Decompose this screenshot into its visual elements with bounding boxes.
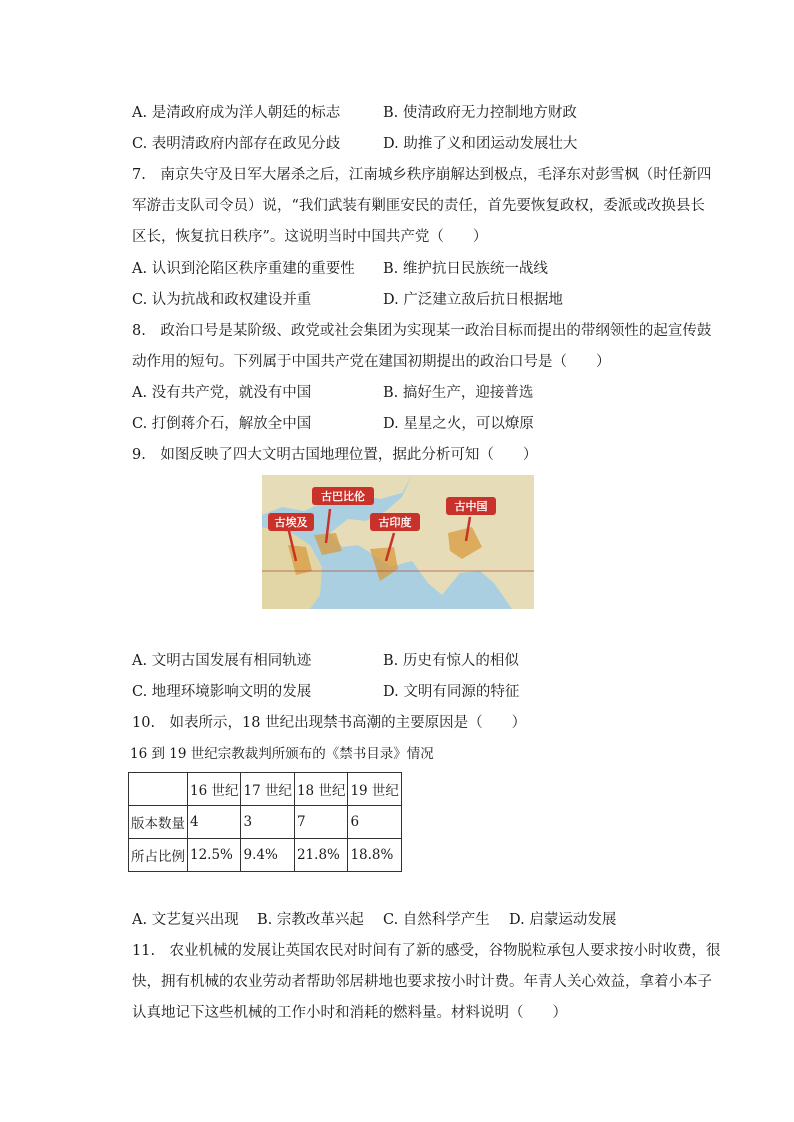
q7-stem-line-1: 7. 南京失守及日军大屠杀之后，江南城乡秩序崩解达到极点，毛泽东对彭雪枫（时任新四	[132, 167, 712, 183]
q7-stem-line-3: 区长，恢复抗日秩序”。这说明当时中国共产党（ ）	[132, 229, 488, 245]
q8-option-b: B. 搞好生产，迎接普选	[383, 385, 534, 401]
q8-option-a: A. 没有共产党，就没有中国	[132, 385, 312, 401]
q9-stem: 9. 如图反映了四大文明古国地理位置，据此分析可知（ ）	[132, 447, 538, 463]
table-row-label: 版本数量	[129, 806, 188, 839]
table-cell: 9.4%	[241, 839, 294, 872]
civilizations-map	[262, 475, 534, 609]
table-cell: 6	[348, 806, 401, 839]
table-header-cell: 19 世纪	[348, 773, 401, 806]
q9-option-c: C. 地理环境影响文明的发展	[132, 684, 312, 700]
q9-option-a: A. 文明古国发展有相同轨迹	[132, 653, 312, 669]
q10-option-d: D. 启蒙运动发展	[509, 912, 617, 928]
q6-option-c: C. 表明清政府内部存在政见分歧	[132, 136, 341, 152]
table-row	[129, 839, 402, 872]
table-header-row	[129, 773, 402, 806]
q8-option-d: D. 星星之火，可以燎原	[383, 416, 534, 432]
q11-stem-line-1: 11. 农业机械的发展让英国农民对时间有了新的感受，谷物脱粒承包人要求按小时收费，很	[132, 943, 721, 959]
q7-option-b: B. 维护抗日民族统一战线	[383, 261, 548, 277]
table-row	[129, 806, 402, 839]
q9-option-d: D. 文明有同源的特征	[383, 684, 520, 700]
q6-option-a: A. 是清政府成为洋人朝廷的标志	[132, 105, 341, 121]
table-cell: 12.5%	[188, 839, 241, 872]
table-cell: 18.8%	[348, 839, 401, 872]
q6-option-b: B. 使清政府无力控制地方财政	[383, 105, 577, 121]
q11-stem-line-3: 认真地记下这些机械的工作小时和消耗的燃料量。材料说明（ ）	[132, 1005, 567, 1021]
q10-option-b: B. 宗教改革兴起	[257, 912, 364, 928]
q8-stem-line-1: 8. 政治口号是某阶级、政党或社会集团为实现某一政治目标而提出的带纲领性的起宣传鼓	[132, 323, 712, 339]
table-cell: 3	[241, 806, 294, 839]
table-header-cell: 18 世纪	[294, 773, 347, 806]
q10-table-caption: 16 到 19 世纪宗教裁判所颁布的《禁书目录》情况	[130, 746, 434, 762]
table-header-cell: 16 世纪	[188, 773, 241, 806]
table-cell: 21.8%	[294, 839, 347, 872]
table-header-cell: 17 世纪	[241, 773, 294, 806]
egypt-label: 古埃及	[274, 516, 308, 529]
table-cell: 7	[294, 806, 347, 839]
q10-option-c: C. 自然科学产生	[383, 912, 490, 928]
q7-option-c: C. 认为抗战和政权建设并重	[132, 292, 312, 308]
china-label: 古中国	[454, 500, 488, 513]
q8-option-c: C. 打倒蒋介石，解放全中国	[132, 416, 312, 432]
babylon-label: 古巴比伦	[321, 490, 365, 503]
q6-option-d: D. 助推了义和团运动发展壮大	[383, 136, 578, 152]
india-label: 古印度	[378, 516, 412, 529]
table-header-cell	[129, 773, 188, 806]
q10-option-a: A. 文艺复兴出现	[132, 912, 239, 928]
q11-stem-line-2: 快，拥有机械的农业劳动者帮助邻居耕地也要求按小时计费。年青人关心效益，拿着小本子	[132, 974, 712, 990]
q7-option-a: A. 认识到沦陷区秩序重建的重要性	[132, 261, 355, 277]
q7-stem-line-2: 军游击支队司令员）说，“我们武装有剿匪安民的责任，首先要恢复政权，委派或改换县长	[132, 198, 705, 214]
q10-stem: 10. 如表所示，18 世纪出现禁书高潮的主要原因是（ ）	[132, 715, 527, 731]
q8-stem-line-2: 动作用的短句。下列属于中国共产党在建国初期提出的政治口号是（ ）	[132, 354, 611, 370]
table-row-label: 所占比例	[129, 839, 188, 872]
q9-option-b: B. 历史有惊人的相似	[383, 653, 519, 669]
table-cell: 4	[188, 806, 241, 839]
q7-option-d: D. 广泛建立敌后抗日根据地	[383, 292, 563, 308]
banned-books-table	[128, 772, 402, 872]
